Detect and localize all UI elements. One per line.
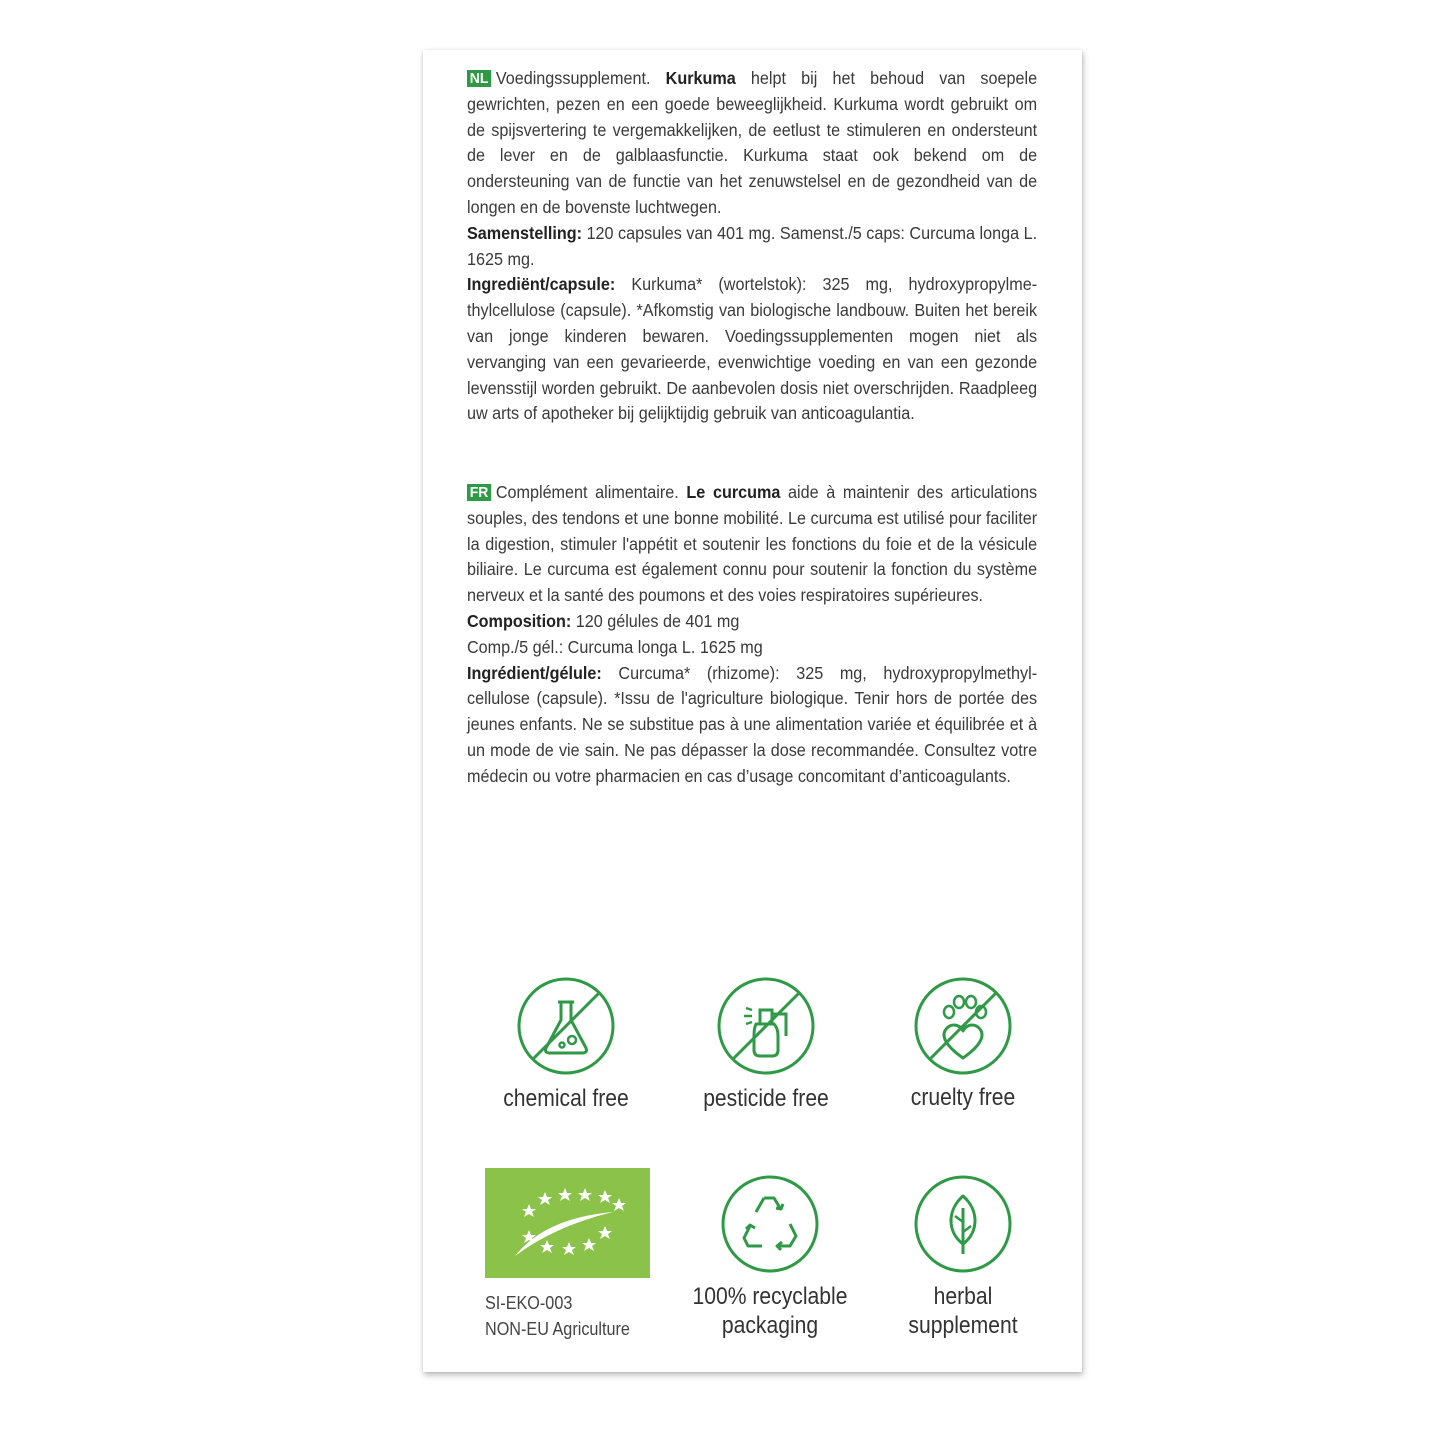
nl-composition-text: 120 capsules van 401 mg. Samenst./5 caps: Curcuma longa L. 1625 mg. bbox=[467, 222, 1038, 269]
flask-icon bbox=[516, 976, 616, 1076]
chemical-free-label: chemical free bbox=[503, 1085, 629, 1112]
leaf-icon bbox=[913, 1174, 1013, 1274]
fr-ingredient-label: Ingrédient/gélule: bbox=[467, 662, 602, 683]
fr-composition-line2: Comp./5 gél.: Curcuma longa L. 1625 mg bbox=[467, 636, 763, 657]
nl-intro-rest: helpt bij het behoud van soepele gewrichten, pezen en een goede beweeglijkheid. Kurkuma wordt gebruikt om de spijsvertering te vergemakkelijken, de eetlust te stimuleren en ondersteunt de lever en de galblaasfunctie. Kurkuma staat ook bekend om de ondersteuning van de functie van het zenuwstelsel en de gezondheid van de longen en de bovenste luchtwegen. bbox=[467, 68, 1038, 217]
recyclable-label-line1: 100% recyclable bbox=[692, 1283, 848, 1310]
pesticide-free-badge bbox=[666, 976, 866, 1113]
nl-ingredient-label: Ingrediënt/capsule: bbox=[467, 274, 616, 295]
fr-ingredient-text: Curcuma* (rhizome): 325 mg, hydroxypropylmethyl-cellulose (capsule). *Issu de l'agriculture biologique. Tenir hors de portée des jeunes enfants. Ne se substitue pas à une alimentation variée et équilibrée et à un mode de vie sain. Ne pas dépasser la dose recommandée. Consultez votre médecin ou votre pharmacien en cas d’usage concomitant d’anticoagulants. bbox=[467, 662, 1038, 786]
nl-composition-label: Samenstelling: bbox=[467, 222, 583, 243]
fr-product-name: Le curcuma bbox=[686, 482, 781, 502]
fr-intro-rest: aide à maintenir des articulations souples, des tendons et une bonne mobilité. Le curcuma est utilisé pour faciliter la digestion, stimuler l'appétit et soutenir les fonctions du foie et de la vésicule biliaire. Le curcuma est également connu pour soutenir la fonction du système nerveux et la santé des poumons et des voies respiratoires supérieures. bbox=[467, 482, 1038, 606]
eu-organic-logo bbox=[485, 1168, 650, 1278]
fr-composition bbox=[467, 609, 1037, 635]
fr-composition-text: 120 gélules de 401 mg bbox=[575, 610, 740, 631]
nl-intro-start: Voedingssupplement. bbox=[495, 68, 651, 88]
herbal-label-line1: herbal bbox=[933, 1283, 993, 1310]
paw-heart-icon bbox=[913, 976, 1013, 1076]
nl-language-badge: NL bbox=[467, 70, 491, 87]
fr-language-badge: FR bbox=[467, 484, 491, 501]
chemical-free-badge bbox=[466, 976, 666, 1113]
recyclable-packaging-badge bbox=[670, 1174, 870, 1340]
cruelty-free-label: cruelty free bbox=[910, 1084, 1016, 1111]
pesticide-free-label: pesticide free bbox=[703, 1085, 829, 1112]
recyclable-label-line2: packaging bbox=[721, 1312, 819, 1339]
nl-section bbox=[467, 66, 1037, 427]
herbal-label-line2: supplement bbox=[908, 1312, 1018, 1339]
fr-ingredient bbox=[467, 661, 1037, 790]
fr-section bbox=[467, 480, 1037, 790]
eu-organic-certification bbox=[485, 1290, 630, 1342]
recycle-icon bbox=[720, 1174, 820, 1274]
fr-intro-start: Complément alimentaire. bbox=[495, 482, 679, 502]
fr-composition-label: Composition: bbox=[467, 610, 572, 631]
eu-organic-origin: NON-EU Agriculture bbox=[485, 1319, 630, 1339]
nl-intro bbox=[467, 66, 1037, 221]
spray-bottle-icon bbox=[716, 976, 816, 1076]
eu-organic-code: SI-EKO-003 bbox=[485, 1293, 573, 1313]
cruelty-free-badge bbox=[863, 976, 1063, 1112]
nl-ingredient bbox=[467, 272, 1037, 427]
nl-ingredient-text: Kurkuma* (wortelstok): 325 mg, hydroxypropylme-thylcellulose (capsule). *Afkomstig van biologische landbouw. Buiten het bereik van jonge kinderen bewaren. Voedingssupplementen mogen niet als vervanging van een gevarieerde, evenwichtige voeding en van een gezonde levensstijl worden gebruikt. De aanbevolen dosis niet overschrijden. Raadpleeg uw arts of apotheker bij gelijktijdig gebruik van anticoagulantia. bbox=[467, 274, 1038, 424]
nl-product-name: Kurkuma bbox=[665, 68, 736, 88]
fr-intro bbox=[467, 480, 1037, 609]
nl-composition bbox=[467, 221, 1037, 273]
eu-organic-leaf-icon bbox=[485, 1168, 650, 1278]
herbal-supplement-badge bbox=[863, 1174, 1063, 1340]
